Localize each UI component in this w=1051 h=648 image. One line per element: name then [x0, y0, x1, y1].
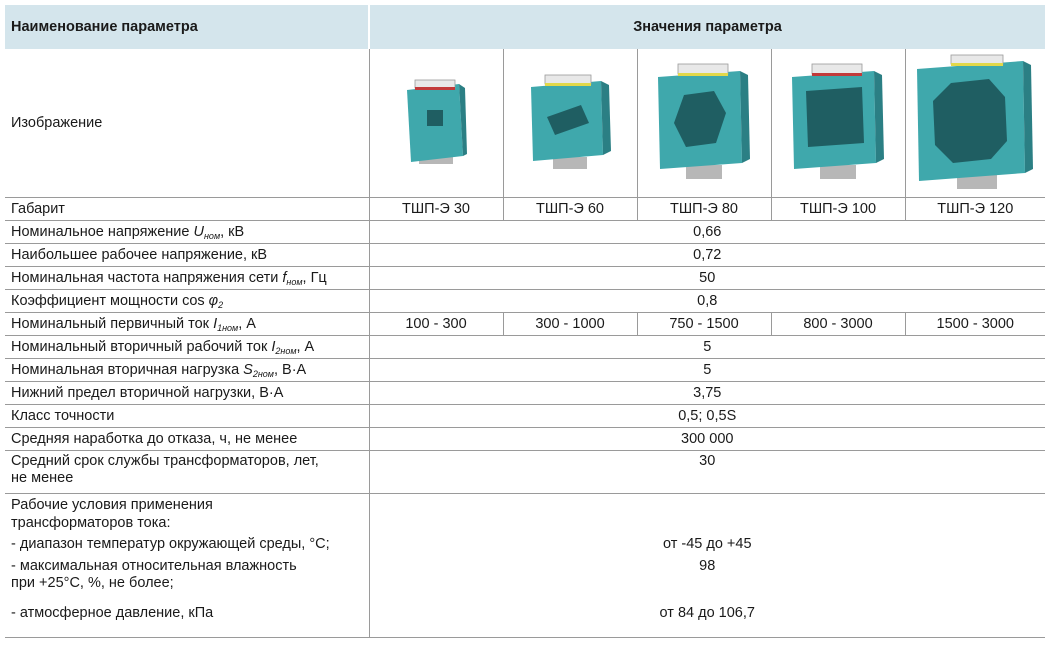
max-voltage-row	[5, 244, 1045, 267]
gabarit-value: ТШП-Э 100	[771, 198, 905, 221]
temp-range-value: от -45 до +45	[662, 536, 752, 552]
primary-current-value: 300 - 1000	[503, 313, 637, 336]
secondary-current-label: Номинальный вторичный рабочий ток $I_{2ном}$, А	[5, 336, 369, 359]
secondary-load-row	[5, 359, 1045, 382]
power-factor-row	[5, 290, 1045, 313]
header-param-name: Наименование параметра	[5, 5, 369, 49]
gabarit-value: ТШП-Э 30	[369, 198, 503, 221]
secondary-load-value: 5	[369, 359, 1045, 382]
image-row-label: Изображение	[5, 49, 369, 198]
primary-current-row	[5, 313, 1045, 336]
gabarit-value: ТШП-Э 60	[503, 198, 637, 221]
accuracy-class-row	[5, 405, 1045, 428]
nominal-voltage-row	[5, 221, 1045, 244]
nominal-voltage-value: 0,66	[369, 221, 1045, 244]
tshp-e-100-image	[771, 49, 905, 198]
humidity-value: 98	[699, 557, 716, 574]
primary-current-value: 1500 - 3000	[905, 313, 1045, 336]
nominal-freq-row	[5, 267, 1045, 290]
spec-table-container	[5, 5, 1045, 638]
gabarit-value: ТШП-Э 120	[905, 198, 1045, 221]
service-life-row	[5, 451, 1045, 494]
spec-table	[5, 5, 1045, 638]
header-row	[5, 5, 1045, 49]
pressure-value: от 84 до 106,7	[659, 604, 755, 621]
conditions-values	[369, 494, 1045, 638]
tshp-e-30-image	[369, 49, 503, 198]
tshp-e-120-image	[905, 49, 1045, 198]
service-life-label: Средний срок службы трансформаторов, лет, не менее	[5, 451, 369, 494]
power-factor-label: Коэффициент мощности $\cos \varphi_2$	[5, 290, 369, 313]
current-transformer-xlarge-icon	[913, 53, 1037, 193]
current-transformer-small-icon	[401, 76, 471, 171]
mtbf-label: Средняя наработка до отказа, ч, не менее	[5, 428, 369, 451]
mtbf-value: 300 000	[369, 428, 1045, 451]
gabarit-row	[5, 198, 1045, 221]
nominal-voltage-label: Номинальное напряжение $U_{ном}$, кВ	[5, 221, 369, 244]
gabarit-value: ТШП-Э 80	[637, 198, 771, 221]
accuracy-class-label: Класс точности	[5, 405, 369, 428]
max-voltage-value: 0,72	[369, 244, 1045, 267]
conditions-label: Рабочие условия применения трансформаторов тока: - диапазон температур окружающей среды, °С; - максимальная относительная влажность при +25°С, %, не более; - атмосферное давление, кПа	[5, 494, 369, 638]
conditions-row	[5, 494, 1045, 638]
current-transformer-medium-icon	[525, 71, 615, 176]
gabarit-label: Габарит	[5, 198, 369, 221]
min-secondary-load-row	[5, 382, 1045, 405]
current-transformer-large-icon	[788, 61, 888, 186]
power-factor-value: 0,8	[369, 290, 1045, 313]
header-param-values: Значения параметра	[369, 5, 1045, 49]
service-life-value: 30	[369, 451, 1045, 494]
secondary-load-label: Номинальная вторичная нагрузка $S_{2ном}$, В·А	[5, 359, 369, 382]
primary-current-value: 100 - 300	[369, 313, 503, 336]
tshp-e-60-image	[503, 49, 637, 198]
current-transformer-large-icon	[654, 61, 754, 186]
secondary-current-row	[5, 336, 1045, 359]
nominal-freq-label: Номинальная частота напряжения сети $f_{ном}$, Гц	[5, 267, 369, 290]
mtbf-row	[5, 428, 1045, 451]
image-row	[5, 49, 1045, 198]
max-voltage-label: Наибольшее рабочее напряжение, кВ	[5, 244, 369, 267]
accuracy-class-value: 0,5; 0,5S	[369, 405, 1045, 428]
primary-current-value: 750 - 1500	[637, 313, 771, 336]
min-secondary-load-value: 3,75	[369, 382, 1045, 405]
nominal-freq-value: 50	[369, 267, 1045, 290]
primary-current-label: Номинальный первичный ток $I_{1ном}$, А	[5, 313, 369, 336]
tshp-e-80-image	[637, 49, 771, 198]
min-secondary-load-label: Нижний предел вторичной нагрузки, В·А	[5, 382, 369, 405]
secondary-current-value: 5	[369, 336, 1045, 359]
primary-current-value: 800 - 3000	[771, 313, 905, 336]
